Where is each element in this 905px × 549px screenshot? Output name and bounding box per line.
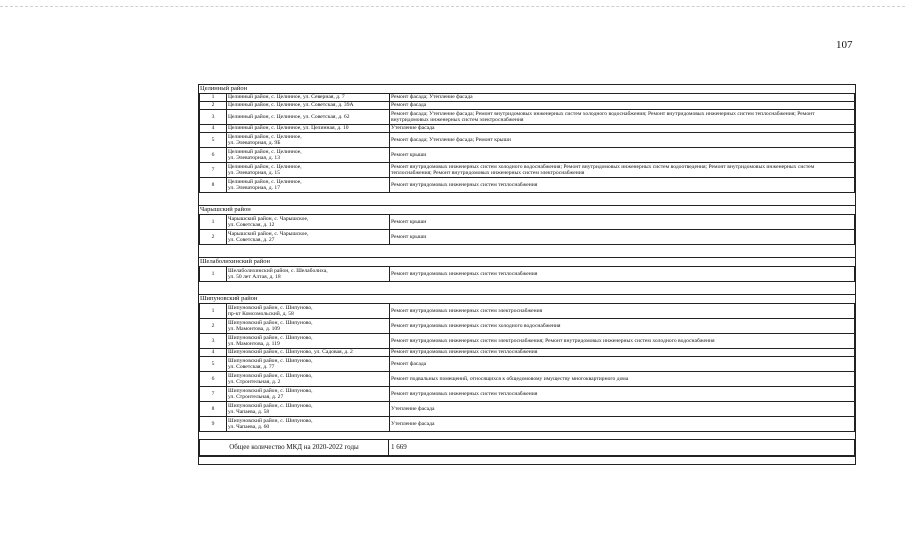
table-row	[200, 417, 855, 432]
building-address: Целинный район, с. Целинное, ул. Северная, д. 7	[227, 94, 390, 102]
repair-works: Ремонт крыши	[390, 230, 855, 245]
building-address: Шипуновский район, с. Шипуново, пр-кт Комсомольский, д. 58	[227, 304, 390, 319]
row-number: 3	[200, 110, 227, 125]
row-number: 2	[200, 102, 227, 110]
repair-works: Ремонт крыши	[390, 148, 855, 163]
total-label: Общее количество МКД на 2020-2022 годы	[200, 440, 389, 456]
repair-works: Ремонт фасада	[390, 102, 855, 110]
repair-works: Ремонт внутридомовых инженерных систем электроснабжения; Ремонт внутридомовых инженерных систем холодного водоснабжения	[390, 334, 855, 349]
row-number: 4	[200, 349, 227, 357]
table-row	[200, 215, 855, 230]
building-address: Целинный район, с. Целинное, ул. Элеваторная, д. 13	[227, 148, 390, 163]
repair-works: Утепление фасада	[390, 417, 855, 432]
table-row	[200, 319, 855, 334]
table-row	[200, 148, 855, 163]
table-row	[200, 178, 855, 193]
repair-works: Ремонт фасада; Утепление фасада	[390, 94, 855, 102]
repair-works: Ремонт внутридомовых инженерных систем теплоснабжения	[390, 178, 855, 193]
building-address: Шипуновский район, с. Шипуново, ул. Садовая, д. 2	[227, 349, 390, 357]
row-number: 5	[200, 133, 227, 148]
row-number: 8	[200, 178, 227, 193]
table-row	[200, 102, 855, 110]
row-number: 5	[200, 357, 227, 372]
building-address: Шипуновский район, с. Шипуново, ул. Мамонтова, д. 109	[227, 319, 390, 334]
page-number: 107	[836, 39, 853, 51]
row-number: 4	[200, 125, 227, 133]
building-address: Целинный район, с. Целинное, ул. Элеваторная, д. 9Б	[227, 133, 390, 148]
row-number: 7	[200, 163, 227, 178]
building-address: Шипуновский район, с. Шипуново, ул. Чапаева, д. 60	[227, 417, 390, 432]
section-gap	[199, 193, 855, 205]
row-number: 6	[200, 372, 227, 387]
total-row	[200, 440, 855, 456]
repair-works: Ремонт фасада; Утепление фасада; Ремонт внутридомовых инженерных систем холодного водоснабжения; Ремонт внутридомовых инженерных систем теплоснабжения; Ремонт внутридомовых инженерных систем электроснабжения	[390, 110, 855, 125]
table-row	[200, 387, 855, 402]
row-number: 1	[200, 94, 227, 102]
table-bottom-strip	[199, 456, 855, 464]
section-gap	[199, 245, 855, 257]
row-number: 1	[200, 267, 227, 282]
district-table	[199, 214, 855, 245]
table-row	[200, 230, 855, 245]
table-row	[200, 125, 855, 133]
table-row	[200, 304, 855, 319]
district-title: Шелаболихинский район	[199, 257, 855, 266]
district-title: Целинный район	[199, 84, 855, 93]
repair-works: Ремонт крыши	[390, 215, 855, 230]
repair-works: Ремонт внутридомовых инженерных систем теплоснабжения	[390, 349, 855, 357]
building-address: Чарышский район, с. Чарышское, ул. Советская, д. 12	[227, 215, 390, 230]
repair-works: Ремонт внутридомовых инженерных систем холодного водоснабжения	[390, 319, 855, 334]
repair-works: Ремонт внутридомовых инженерных систем теплоснабжения	[390, 267, 855, 282]
table-row	[200, 357, 855, 372]
district-table	[199, 266, 855, 282]
repair-works: Утепление фасада	[390, 125, 855, 133]
repair-works: Ремонт внутридомовых инженерных систем холодного водоснабжения; Ремонт внутридомовых инженерных систем водоотведения; Ремонт внутридомовых инженерных систем теплоснабжения; Ремонт внутридомовых инженерных систем электроснабжения	[390, 163, 855, 178]
district-table	[199, 303, 855, 432]
building-address: Шипуновский район, с. Шипуново, ул. Строительная, д. 2	[227, 372, 390, 387]
row-number: 2	[200, 319, 227, 334]
table-row	[200, 372, 855, 387]
row-number: 8	[200, 402, 227, 417]
building-address: Целинный район, с. Целинное, ул. Элеваторная, д. 15	[227, 163, 390, 178]
row-number: 3	[200, 334, 227, 349]
table-row	[200, 110, 855, 125]
table-row	[200, 349, 855, 357]
repair-works: Ремонт внутридомовых инженерных систем электроснабжения	[390, 304, 855, 319]
building-address: Целинный район, с. Целинное, ул. Советская, д. 39А	[227, 102, 390, 110]
section-gap	[199, 432, 855, 439]
table-row	[200, 94, 855, 102]
table-row	[200, 402, 855, 417]
repair-works: Ремонт подвальных помещений, относящихся к общедомовому имуществу многоквартирного дома	[390, 372, 855, 387]
section-gap	[199, 282, 855, 294]
building-address: Шипуновский район, с. Шипуново, ул. Мамонтова, д. 119	[227, 334, 390, 349]
total-value: 1 669	[389, 440, 855, 456]
table-row	[200, 133, 855, 148]
row-number: 1	[200, 215, 227, 230]
table-row	[200, 334, 855, 349]
building-address: Целинный район, с. Целинное, ул. Элеваторная, д. 17	[227, 178, 390, 193]
building-address: Целинный район, с. Целинное, ул. Советская, д. 62	[227, 110, 390, 125]
row-number: 6	[200, 148, 227, 163]
building-address: Шипуновский район, с. Шипуново, ул. Советская, д. 77	[227, 357, 390, 372]
row-number: 1	[200, 304, 227, 319]
district-title: Шипуновский район	[199, 294, 855, 303]
repair-works: Ремонт фасада	[390, 357, 855, 372]
scan-top-border	[0, 6, 905, 7]
repair-works: Ремонт фасада; Утепление фасада; Ремонт крыши	[390, 133, 855, 148]
total-table	[199, 439, 855, 456]
row-number: 7	[200, 387, 227, 402]
repair-works: Ремонт внутридомовых инженерных систем теплоснабжения	[390, 387, 855, 402]
building-address: Целинный район, с. Целинное, ул. Целинная, д. 10	[227, 125, 390, 133]
building-address: Шипуновский район, с. Шипуново, ул. Чапаева, д. 58	[227, 402, 390, 417]
building-address: Шипуновский район, с. Шипуново, ул. Строительная, д. 27	[227, 387, 390, 402]
row-number: 2	[200, 230, 227, 245]
district-works-table	[198, 84, 856, 465]
table-row	[200, 267, 855, 282]
district-table	[199, 93, 855, 193]
table-row	[200, 163, 855, 178]
district-title: Чарышский район	[199, 205, 855, 214]
row-number: 9	[200, 417, 227, 432]
repair-works: Утепление фасада	[390, 402, 855, 417]
building-address: Чарышский район, с. Чарышское, ул. Советская, д. 27	[227, 230, 390, 245]
building-address: Шелаболихинский район, с. Шелаболиха, ул. 50 лет Алтая, д. 18	[227, 267, 390, 282]
